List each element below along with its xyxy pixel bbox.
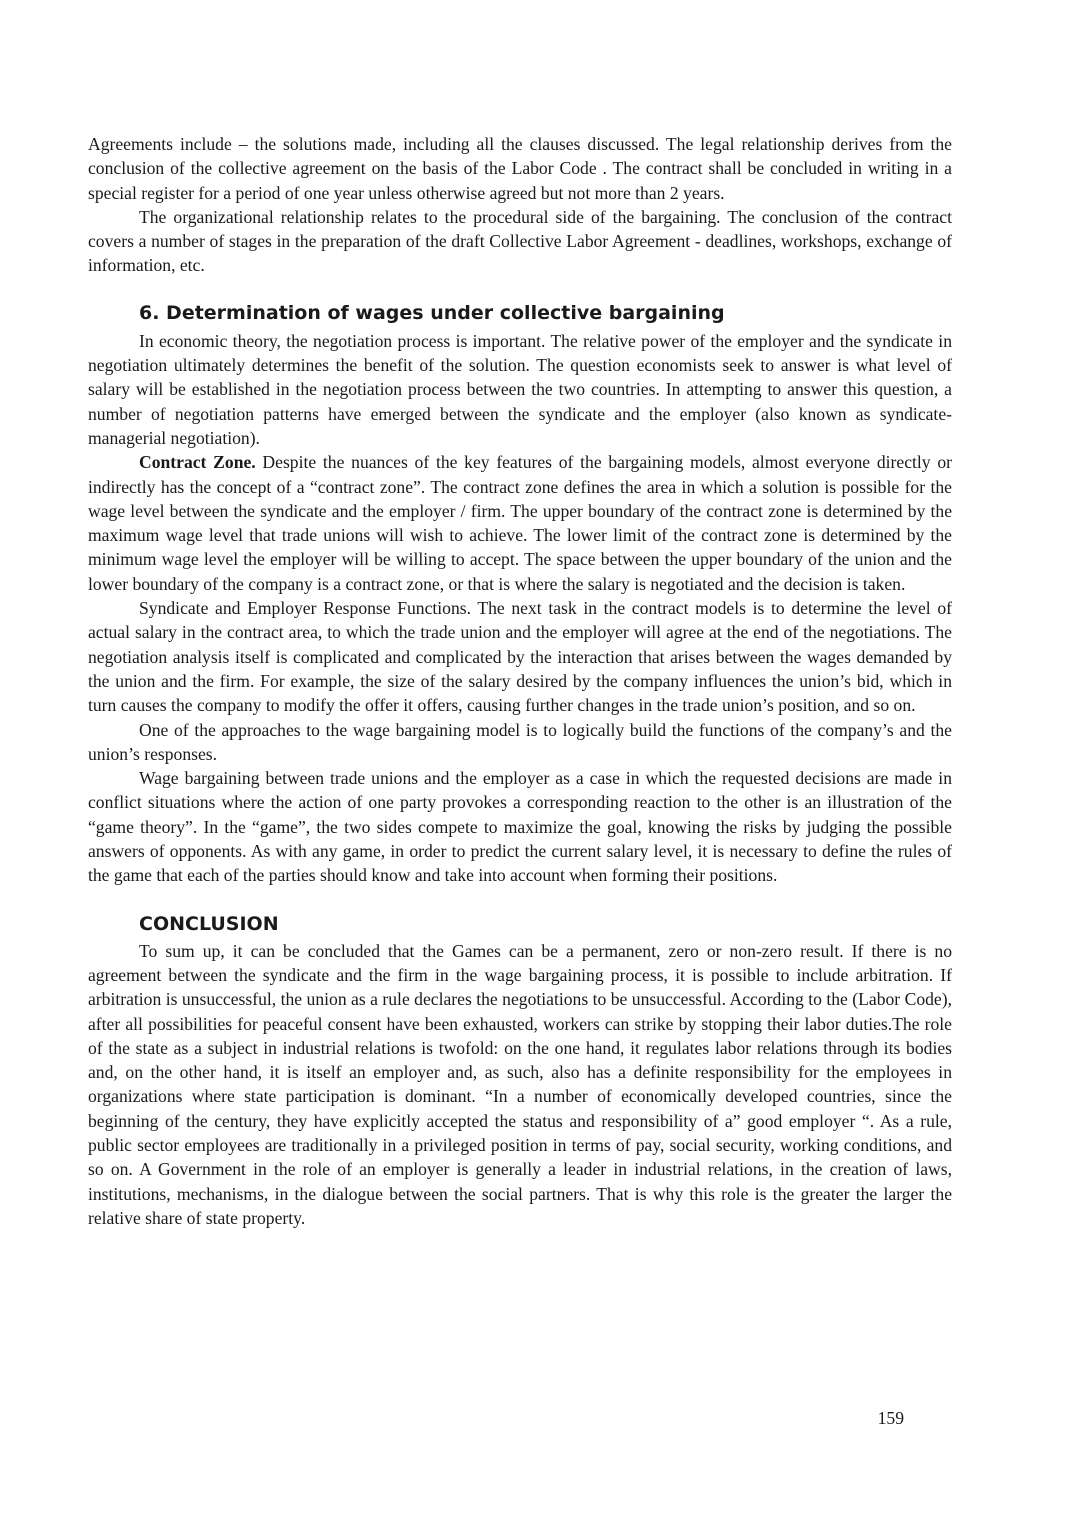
section-6-paragraph-response-functions: Syndicate and Employer Response Functions. The next task in the contract models is to determine the level of actual salary in the contract area, to which the trade union and the employer will agree at the end of the negotiations. The negotiation analysis itself is complicated and complicated by the interaction that arises between the wages demanded by the union and the firm. For example, the size of the salary desired by the company influences the union’s bid, which in turn causes the company to modify the offer it offers, causing further changes in the trade union’s position, and so on. bbox=[88, 598, 952, 716]
section-6-paragraph-economic-theory: In economic theory, the negotiation process is important. The relative power of the employer and the syndicate in negotiation ultimately determines the benefit of the solution. The question economists seek to answer is what level of salary will be established in the negotiation process between the two countries. In attempting to answer this question, a number of negotiation patterns have emerged between the syndicate and the employer (also known as syndicate-managerial negotiation). bbox=[88, 330, 952, 448]
section-6-paragraph-contract-zone bbox=[88, 450, 952, 596]
section-6-heading: 6. Determination of wages under collective bargaining bbox=[139, 301, 725, 324]
conclusion-paragraph: To sum up, it can be concluded that the Games can be a permanent, zero or non-zero result. If there is no agreement between the syndicate and the firm in the wage bargaining process, it is possible to include arbitration. If arbitration is unsuccessful, the union as a rule declares the negotiations to be unsuccessful. According to the (Labor Code), after all possibilities for peaceful consent have been exhausted, workers can strike by stopping their labor duties.The role of the state as a subject in industrial relations is twofold: on the one hand, it regulates labor relations through its bodies and, on the other hand, it is itself an employer and, as such, also has a definite responsibility for the employees in organizations where state participation is dominant. “In a number of economically developed countries, since the beginning of the century, they have explicitly accepted the status and responsibility of a” good employer “. As a rule, public sector employees are traditionally in a privileged position in terms of pay, social security, working conditions, and so on. A Government in the role of an employer is generally a leader in industrial relations, in the creation of laws, institutions, mechanisms, in the dialogue between the social partners. That is why this role is the greater the larger the relative share of state property. bbox=[88, 940, 952, 1228]
page-body bbox=[88, 132, 952, 1230]
section-6-paragraph-approaches: One of the approaches to the wage bargaining model is to logically build the functions of the company’s and the union’s responses. bbox=[88, 719, 952, 764]
contract-zone-lead: Contract Zone. bbox=[139, 452, 256, 473]
conclusion-heading: CONCLUSION bbox=[139, 912, 279, 935]
page-number: 159 bbox=[877, 1408, 904, 1428]
contract-zone-text: Despite the nuances of the key features of the bargaining models, almost everyone directly or indirectly has the concept of a “contract zone”. The contract zone defines the area in which a solution is possible for the wage level between the syndicate and the employer / firm. The upper boundary of the contract zone is determined by the maximum wage level that trade unions will wish to achieve. The lower limit of the contract zone is determined by the minimum wage level the employer will be willing to accept. The space between the upper boundary of the union and the lower boundary of the company is a contract zone, or that is where the salary is negotiated and the decision is taken. bbox=[88, 452, 952, 594]
intro-paragraph: Agreements include – the solutions made, including all the clauses discussed. The legal relationship derives from the conclusion of the collective agreement on the basis of the Labor Code . The contract shall be concluded in writing in a special register for a period of one year unless otherwise agreed but not more than 2 years. bbox=[88, 134, 952, 203]
intro-paragraph-organizational: The organizational relationship relates to the procedural side of the bargaining. The conclusion of the contract covers a number of stages in the preparation of the draft Collective Labor Agreement - deadlines, workshops, exchange of information, etc. bbox=[88, 206, 952, 276]
section-6-paragraph-game-theory: Wage bargaining between trade unions and the employer as a case in which the requested decisions are made in conflict situations where the action of one party provokes a corresponding reaction to the other is an illustration of the “game theory”. In the “game”, the two sides compete to maximize the goal, knowing the risks by judging the possible answers of opponents. As with any game, in order to predict the current salary level, it is necessary to define the rules of the game that each of the parties should know and take into account when forming their positions. bbox=[88, 768, 952, 886]
